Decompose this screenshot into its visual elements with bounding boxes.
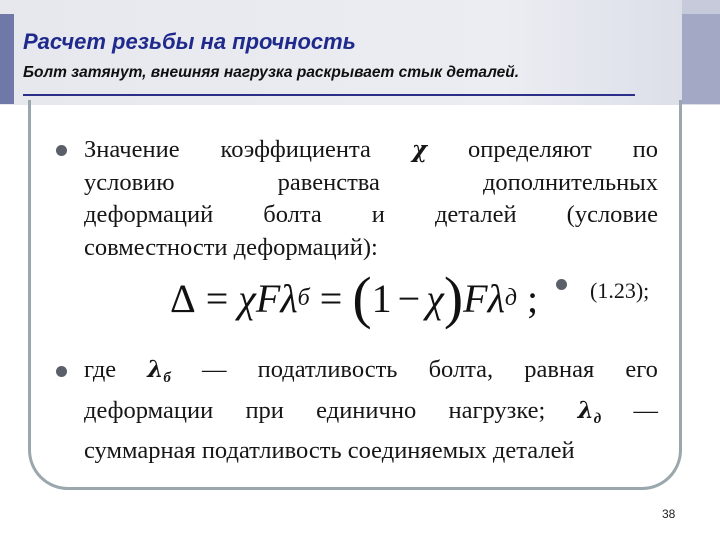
word: при [245, 396, 284, 424]
word: Значение [84, 136, 180, 163]
slide-title: Расчет резьбы на прочность [23, 29, 356, 54]
equation-number: (1.23); [590, 278, 650, 303]
word: нагрузке; [448, 396, 546, 424]
header-right-block [682, 14, 720, 104]
formula-chi: χ [426, 275, 444, 321]
formula-left-paren: ( [352, 265, 372, 330]
formula-lambda: λ [487, 275, 505, 321]
word: деформации [84, 396, 214, 424]
paragraph-line [84, 354, 658, 395]
formula-F: F [255, 275, 281, 321]
paragraph-line [84, 199, 658, 232]
formula-right-paren: ) [443, 265, 464, 330]
header-right-block-top [682, 0, 720, 14]
word: податливость [257, 356, 398, 383]
subscript: д [593, 410, 602, 427]
formula-equals: = [319, 275, 343, 321]
word: дополнительных [482, 168, 658, 196]
word: условию [84, 168, 175, 196]
word: единично [316, 396, 417, 424]
lambda-symbol: λ [147, 356, 164, 383]
word: равная [524, 356, 595, 383]
formula-chi: χ [238, 275, 256, 321]
word: деталей [434, 201, 517, 228]
word: определяют [467, 136, 592, 163]
formula-delta: Δ [170, 275, 196, 321]
paragraph-line [84, 167, 658, 200]
word: и [371, 201, 385, 228]
word: коэффициента [220, 136, 371, 163]
formula-1-23 [170, 265, 539, 330]
formula-semicolon: ; [527, 275, 539, 321]
paragraph-line: суммарная податливость соединяемых деталей [84, 437, 575, 464]
formula-one: 1 [371, 275, 392, 321]
paragraph-1 [84, 134, 658, 264]
formula-F: F [463, 275, 488, 321]
lambda-b-symbol [147, 354, 171, 395]
chi-symbol: χ [411, 136, 428, 163]
formula-equals: = [205, 275, 229, 321]
dash: — [202, 356, 227, 383]
title-underline [23, 94, 635, 96]
formula-subscript-d: д [504, 284, 518, 311]
subscript: б [163, 370, 171, 386]
formula-lambda: λ [280, 275, 298, 321]
word: равенства [277, 168, 380, 196]
page-number: 38 [662, 507, 676, 521]
word: деформаций [84, 201, 214, 228]
paragraph-line [84, 395, 658, 436]
word: по [632, 136, 658, 163]
word: болта [263, 201, 322, 228]
paragraph-line [84, 134, 658, 167]
word: болта, [428, 356, 494, 383]
dash: — [633, 396, 658, 424]
paragraph-2 [84, 354, 658, 468]
paragraph-line: совместности деформаций): [84, 233, 378, 261]
word: (условие [566, 201, 658, 228]
word: где [84, 356, 117, 383]
bullet-point [56, 366, 67, 377]
word: его [625, 356, 658, 383]
formula-subscript-b: б [297, 284, 310, 311]
formula-minus: − [397, 275, 421, 321]
header-left-bar [0, 14, 14, 104]
slide-header [0, 0, 720, 105]
bullet-point [556, 279, 567, 290]
lambda-d-symbol [578, 395, 602, 436]
bullet-point [56, 145, 67, 156]
slide-subtitle: Болт затянут, внешняя нагрузка раскрывает стык деталей. [23, 64, 520, 81]
lambda-symbol: λ [577, 396, 594, 424]
